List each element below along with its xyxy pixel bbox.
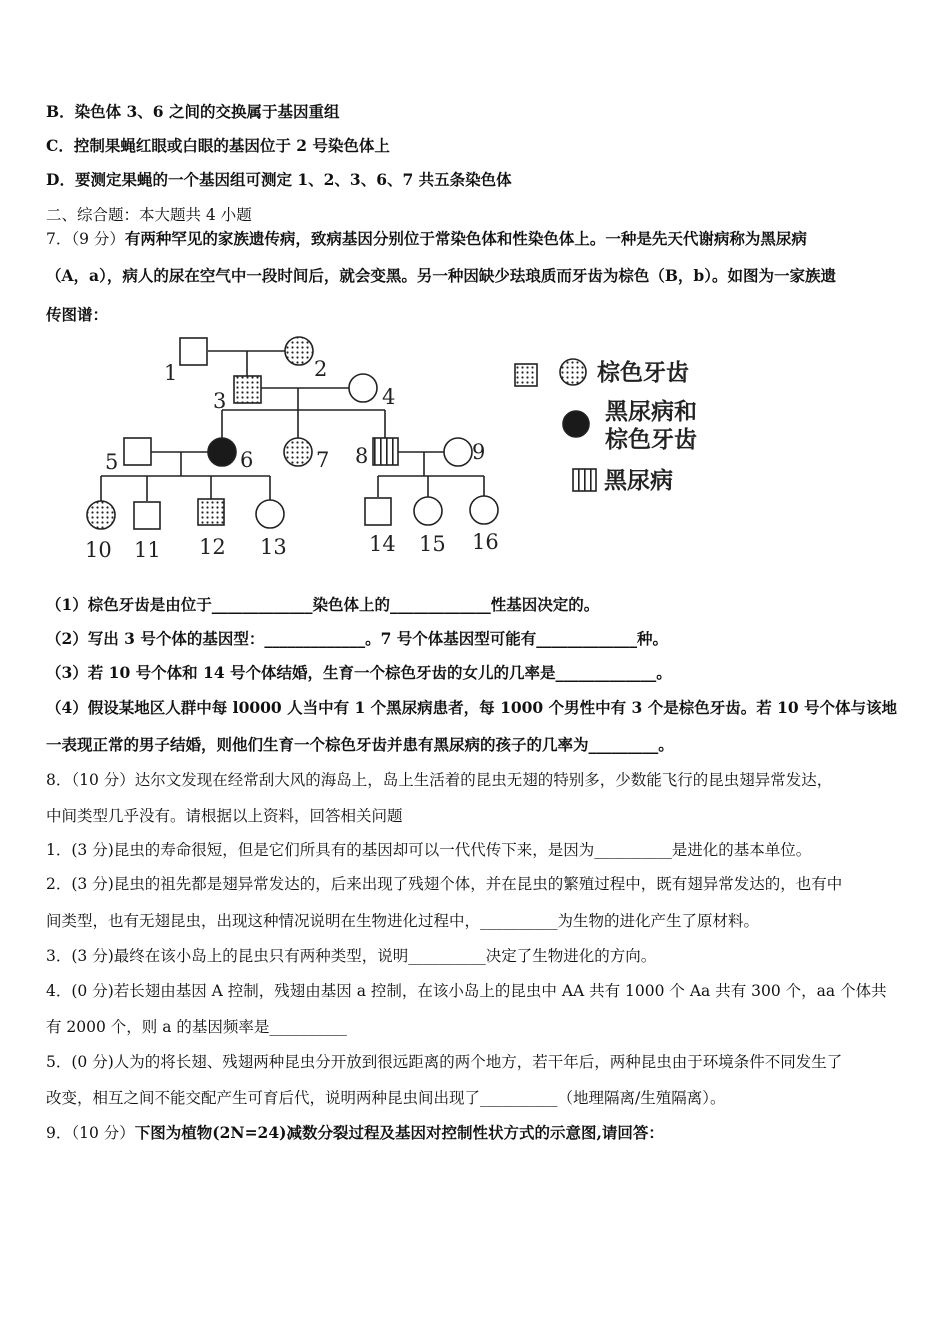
individual-7	[284, 438, 312, 466]
option-d: D．要测定果蝇的一个基因组可测定 1、2、3、6、7 共五条染色体	[46, 170, 512, 189]
legend-both-circle	[563, 411, 589, 437]
q8-s1: 1．(3 分)昆虫的寿命很短，但是它们所具有的基因却可以一代代传下来，是因为__________是进化的基本单位。	[46, 841, 812, 859]
section-header: 二、综合题：本大题共 4 小题	[46, 206, 252, 224]
q8-s3: 3．(3 分)最终在该小岛上的昆虫只有两种类型，说明__________决定了生物进化的方向。	[46, 947, 657, 965]
pedigree-diagram	[0, 330, 950, 570]
individual-3	[234, 376, 261, 403]
q7-sub4-line1: （4）假设某地区人群中每 l0000 人当中有 1 个黑尿病患者，每 1000 个男性中有 3 个是棕色牙齿。若 10 号个体与该地	[46, 698, 898, 717]
label-11: 11	[134, 538, 161, 562]
q7-sub1: （1）棕色牙齿是由位于_____________染色体上的_____________性基因决定的。	[46, 595, 600, 614]
individual-9	[444, 438, 472, 466]
label-12: 12	[199, 535, 226, 559]
q9-intro: 9．（10 分）下图为植物(2N=24)减数分裂过程及基因对控制性状方式的示意图,请回答：	[46, 1123, 664, 1142]
individual-1	[180, 338, 207, 365]
q7-sub4-line2: 一表现正常的男子结婚，则他们生育一个棕色牙齿并患有黑尿病的孩子的几率为_________。	[46, 735, 674, 754]
q8-s5-line1: 5．(0 分)人为的将长翅、残翅两种昆虫分开放到很远距离的两个地方，若干年后，两种昆虫由于环境条件不同发生了	[46, 1053, 843, 1071]
legend-alk-square	[573, 469, 596, 491]
option-b: B．染色体 3、6 之间的交换属于基因重组	[46, 102, 340, 121]
q7-sub3: （3）若 10 号个体和 14 号个体结婚，生育一个棕色牙齿的女儿的几率是_____________。	[46, 663, 672, 682]
label-3: 3	[213, 389, 227, 413]
legend-both-label-2: 棕色牙齿	[605, 426, 697, 453]
q7-sub2: （2）写出 3 号个体的基因型：_____________。7 号个体基因型可能有_____________种。	[46, 629, 669, 648]
label-10: 10	[85, 538, 112, 562]
individual-10	[87, 501, 115, 529]
individual-12	[198, 499, 224, 525]
q8-s5-line2: 改变，相互之间不能交配产生可育后代，说明两种昆虫间出现了__________（地理隔离/生殖隔离）。	[46, 1089, 726, 1107]
label-1: 1	[164, 361, 178, 385]
label-5: 5	[105, 450, 119, 474]
q7-intro-line3: 传图谱：	[46, 305, 109, 324]
q8-s4-line1: 4．(0 分)若长翅由基因 A 控制，残翅由基因 a 控制，在该小岛上的昆虫中 AA 共有 1000 个 Aa 共有 300 个，aa 个体共	[46, 982, 887, 1000]
individual-2	[285, 337, 313, 365]
individual-4	[349, 374, 377, 402]
legend-brown-circle	[560, 359, 586, 385]
individual-16	[470, 496, 498, 524]
q8-s4-line2: 有 2000 个，则 a 的基因频率是__________	[46, 1018, 347, 1036]
label-9: 9	[472, 440, 486, 464]
q8-intro-line1: 8．（10 分）达尔文发现在经常刮大风的海岛上，岛上生活着的昆虫无翅的特别多，少数能飞行的昆虫翅异常发达，	[46, 771, 833, 789]
label-13: 13	[260, 535, 287, 559]
label-4: 4	[382, 385, 396, 409]
label-2: 2	[314, 357, 328, 381]
q8-s2-line1: 2．(3 分)昆虫的祖先都是翅异常发达的，后来出现了残翅个体，并在昆虫的繁殖过程中，既有翅异常发达的，也有中	[46, 875, 843, 893]
individual-13	[256, 500, 284, 528]
individual-11	[134, 502, 160, 529]
label-6: 6	[240, 448, 254, 472]
label-8: 8	[355, 444, 369, 468]
individual-15	[414, 497, 442, 525]
legend-alk-label: 黑尿病	[604, 467, 673, 494]
legend-both-label-1: 黑尿病和	[605, 398, 697, 425]
individual-8	[373, 438, 398, 465]
legend-brown-square	[515, 364, 537, 386]
q8-intro-line2: 中间类型几乎没有。请根据以上资料，回答相关问题	[46, 807, 403, 825]
q7-intro-line2: （A，a），病人的尿在空气中一段时间后，就会变黑。另一种因缺少珐琅质而牙齿为棕色（B，b）。如图为一家族遗	[46, 266, 837, 285]
q7-intro-line1: 7．（9 分）有两种罕见的家族遗传病，致病基因分别位于常染色体和性染色体上。一种是先天代谢病称为黑尿病	[46, 229, 807, 248]
label-14: 14	[369, 532, 396, 556]
option-c: C．控制果蝇红眼或白眼的基因位于 2 号染色体上	[46, 136, 390, 155]
individual-6	[208, 438, 236, 466]
label-16: 16	[472, 530, 499, 554]
legend-brown-label: 棕色牙齿	[597, 359, 689, 386]
label-7: 7	[316, 448, 330, 472]
individual-14	[365, 498, 391, 525]
q8-s2-line2: 间类型，也有无翅昆虫，出现这种情况说明在生物进化过程中，__________为生物的进化产生了原材料。	[46, 912, 760, 930]
individual-5	[124, 438, 151, 465]
label-15: 15	[419, 532, 446, 556]
